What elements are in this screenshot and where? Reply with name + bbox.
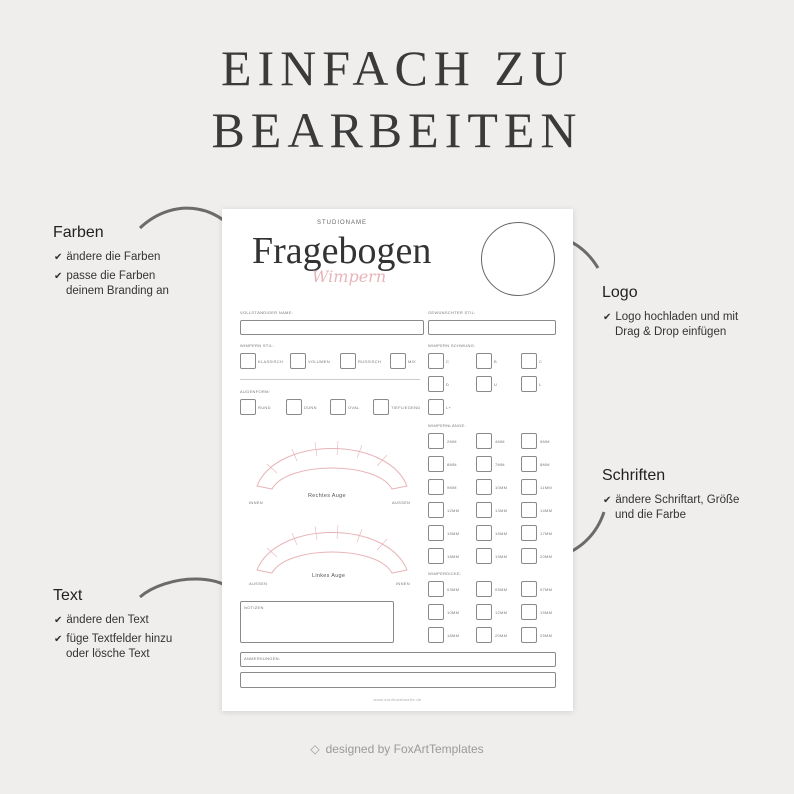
curl-label: WIMPERN SCHWUNG: — [428, 343, 476, 348]
eye-shape-option: OVAL — [348, 405, 360, 410]
curl-checkbox[interactable] — [476, 353, 492, 369]
lash-style-checkbox[interactable] — [290, 353, 306, 369]
outer-label-left: AUSSEN — [249, 581, 268, 586]
annotation-schriften-item: ✔ ändere Schriftart, Größe — [603, 494, 740, 506]
thickness-checkbox[interactable] — [428, 604, 444, 620]
curl-option: U — [494, 382, 498, 387]
right-eye-diagram — [252, 431, 412, 491]
eye-shape-label: AUGENFORM: — [240, 389, 271, 394]
length-checkbox[interactable] — [476, 502, 492, 518]
length-option: 12MM — [447, 508, 460, 513]
length-checkbox[interactable] — [428, 456, 444, 472]
length-checkbox[interactable] — [428, 433, 444, 449]
thickness-option: 20MM — [495, 633, 508, 638]
thickness-checkbox[interactable] — [428, 627, 444, 643]
length-option: 2MM — [447, 439, 457, 444]
thickness-option: 18MM — [447, 633, 460, 638]
lash-style-option: RUSSISCH — [358, 359, 382, 364]
eye-shape-checkbox[interactable] — [330, 399, 346, 415]
length-option: 11MM — [540, 485, 553, 490]
curl-checkbox[interactable] — [428, 399, 444, 415]
curl-option: D — [446, 382, 450, 387]
lash-style-checkbox[interactable] — [340, 353, 356, 369]
length-option: 14MM — [540, 508, 553, 513]
lash-style-label: WIMPERN STIL: — [240, 343, 274, 348]
curl-option: L — [539, 382, 542, 387]
curl-checkbox[interactable] — [521, 376, 537, 392]
length-checkbox[interactable] — [428, 548, 444, 564]
length-label: WIMPERNLÄNGE: — [428, 423, 466, 428]
annotation-farben-item: ✔ passe die Farben — [54, 270, 156, 282]
thickness-checkbox[interactable] — [476, 581, 492, 597]
check-icon: ✔ — [54, 252, 63, 263]
eye-shape-checkbox[interactable] — [240, 399, 256, 415]
remarks-field-2[interactable] — [240, 672, 556, 688]
length-checkbox[interactable] — [476, 548, 492, 564]
annotation-text-item: ✔ ändere den Text — [54, 614, 149, 626]
studio-name: STUDIONAME — [316, 220, 367, 226]
length-checkbox[interactable] — [521, 433, 537, 449]
eye-shape-option: DÜNN — [304, 405, 317, 410]
length-option: 7MM — [495, 462, 505, 467]
thickness-option: 25MM — [540, 633, 553, 638]
fox-logo-icon: ◇ — [310, 742, 320, 756]
curl-checkbox[interactable] — [428, 376, 444, 392]
thickness-option: 05MM — [495, 587, 508, 592]
form-sheet — [222, 209, 573, 711]
check-icon: ✔ — [54, 634, 63, 645]
annotation-text-item: ✔ füge Textfelder hinzu — [54, 633, 173, 645]
thickness-label: WIMPERDICKE: — [428, 571, 462, 576]
length-checkbox[interactable] — [521, 479, 537, 495]
length-checkbox[interactable] — [476, 525, 492, 541]
length-option: 8MM — [447, 462, 457, 467]
left-eye-diagram — [252, 515, 412, 575]
eye-shape-option: TIEFLIEGEND — [391, 405, 421, 410]
outer-label-right: AUSSEN — [392, 500, 411, 505]
length-option: 20MM — [540, 554, 553, 559]
annotation-text-item: oder lösche Text — [66, 648, 150, 660]
length-option: 16MM — [495, 531, 508, 536]
logo-placeholder[interactable] — [481, 222, 555, 296]
length-option: 5MM — [540, 439, 550, 444]
full-name-label: VOLLSTÄNDIGER NAME: — [240, 310, 294, 315]
length-option: 10MM — [495, 485, 508, 490]
length-option: 19MM — [495, 554, 508, 559]
annotation-logo-item: Drag & Drop einfügen — [615, 326, 727, 338]
length-checkbox[interactable] — [476, 456, 492, 472]
website: www.studiowebseite.de — [373, 697, 422, 702]
inner-label-left: INNEN — [396, 581, 410, 586]
annotation-schriften-item: und die Farbe — [615, 509, 686, 521]
divider — [240, 379, 420, 380]
eye-shape-checkbox[interactable] — [373, 399, 389, 415]
thickness-checkbox[interactable] — [521, 627, 537, 643]
annotation-schriften-title: Schriften — [602, 467, 666, 484]
thickness-option: 12MM — [495, 610, 508, 615]
length-checkbox[interactable] — [476, 433, 492, 449]
thickness-option: 10MM — [447, 610, 460, 615]
curl-checkbox[interactable] — [428, 353, 444, 369]
remarks-field[interactable] — [240, 652, 556, 667]
length-option: 17MM — [540, 531, 553, 536]
thickness-option: 15MM — [540, 610, 553, 615]
eye-shape-checkbox[interactable] — [286, 399, 302, 415]
length-checkbox[interactable] — [521, 456, 537, 472]
lash-style-option: VOLUMEN — [308, 359, 330, 364]
check-icon: ✔ — [54, 271, 63, 282]
curl-checkbox[interactable] — [521, 353, 537, 369]
form-subtitle: Wimpern — [312, 267, 387, 286]
headline-line-1: EINFACH ZU — [220, 40, 574, 96]
desired-style-label: GEWÜNSCHTER STIL: — [428, 310, 476, 315]
curl-option: L+ — [446, 405, 452, 410]
curl-option: B — [494, 359, 497, 364]
curl-option: C — [446, 359, 450, 364]
length-checkbox[interactable] — [428, 479, 444, 495]
thickness-checkbox[interactable] — [521, 604, 537, 620]
annotation-logo-title: Logo — [602, 284, 638, 301]
annotation-farben-item: ✔ ändere die Farben — [54, 251, 161, 263]
annotation-logo-item: ✔ Logo hochladen und mit — [603, 311, 739, 323]
length-checkbox[interactable] — [428, 502, 444, 518]
lash-style-option: KLASSISCH — [258, 359, 284, 364]
headline-line-2: BEARBEITEN — [211, 102, 583, 158]
eye-shape-option: RUND — [258, 405, 271, 410]
footer-text: designed by FoxArtTemplates — [325, 742, 484, 756]
length-option: 18MM — [447, 554, 460, 559]
lash-style-checkbox[interactable] — [240, 353, 256, 369]
curl-checkbox[interactable] — [476, 376, 492, 392]
length-option: 13MM — [495, 508, 508, 513]
check-icon: ✔ — [54, 615, 63, 626]
annotation-farben-title: Farben — [53, 224, 104, 241]
length-checkbox[interactable] — [521, 502, 537, 518]
remarks-label: ANMERKUNGEN: — [244, 656, 281, 661]
length-option: 4MM — [495, 439, 505, 444]
length-option: 8MM — [540, 462, 550, 467]
annotation-farben-item: deinem Branding an — [66, 285, 169, 297]
length-checkbox[interactable] — [428, 525, 444, 541]
curl-option: C — [539, 359, 543, 364]
annotation-text-title: Text — [53, 587, 83, 604]
thickness-checkbox[interactable] — [521, 581, 537, 597]
thickness-checkbox[interactable] — [428, 581, 444, 597]
check-icon: ✔ — [603, 312, 612, 323]
length-checkbox[interactable] — [521, 525, 537, 541]
length-option: 15MM — [447, 531, 460, 536]
length-checkbox[interactable] — [521, 548, 537, 564]
lash-style-option: MIX — [408, 359, 417, 364]
right-eye-label: Rechtes Auge — [308, 493, 346, 499]
thickness-checkbox[interactable] — [476, 627, 492, 643]
check-icon: ✔ — [603, 495, 612, 506]
form-title: Fragebogen — [252, 230, 432, 272]
inner-label-right: INNEN — [249, 500, 263, 505]
lash-style-checkbox[interactable] — [390, 353, 406, 369]
footer — [0, 742, 794, 756]
full-name-field[interactable] — [240, 320, 424, 335]
length-checkbox[interactable] — [476, 479, 492, 495]
notes-label: NOTIZEN — [244, 605, 264, 610]
thickness-option: 03MM — [447, 587, 460, 592]
thickness-option: 07MM — [540, 587, 553, 592]
desired-style-field[interactable] — [428, 320, 556, 335]
left-eye-label: Linkes Auge — [312, 573, 346, 579]
thickness-checkbox[interactable] — [476, 604, 492, 620]
length-option: 9MM — [447, 485, 457, 490]
